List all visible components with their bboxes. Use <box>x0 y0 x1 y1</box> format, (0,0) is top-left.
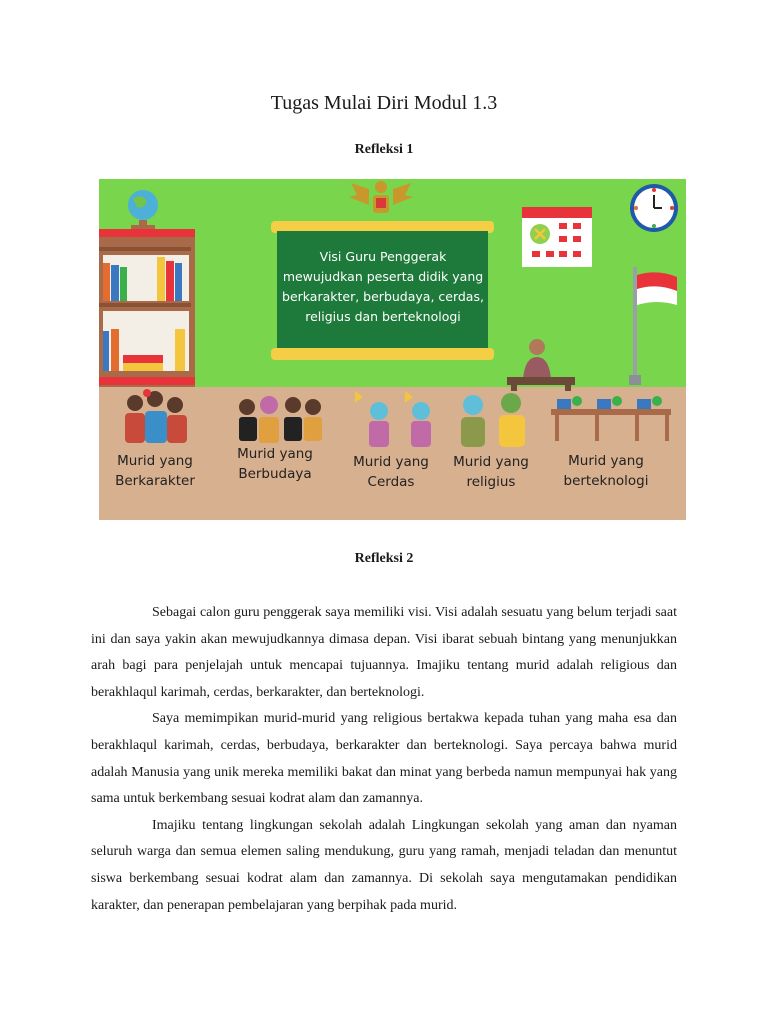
classroom-illustration <box>99 179 686 520</box>
section-heading-refleksi-1: Refleksi 1 <box>354 142 414 157</box>
caption-berteknologi-line-1: Murid yang <box>568 453 644 469</box>
board-line-2: mewujudkan peserta didik yang <box>282 269 484 284</box>
paragraph-3: Imajiku tentang lingkungan sekolah adalah Lingkungan sekolah yang aman dan nyaman seluruh warga dan semua elemen saling mendukung, guru yang ramah, menjadi teladan dan menuntut siswa berkembang sesuai kodrat alam dan zamannya. Di sekolah saya mengutamakan pendidikan karakter, dan penerapan pembelajaran yang berpihak pada murid. <box>91 817 677 913</box>
paragraph-1: Sebagai calon guru penggerak saya memiliki visi. Visi adalah sesuatu yang belum terjadi saat ini dan saya yakin akan mewujudkannya dimasa depan. Visi ibarat sebuah bintang yang menunjukkan arah bagi para penjelajah untuk mencapai tujuannya. Imajiku tentang murid adalah religious dan berakhlaqul karimah, cerdas, berkarakter, dan berteknologi. <box>91 605 677 700</box>
caption-religius-line-2: religius <box>466 474 516 490</box>
caption-cerdas-line-2: Cerdas <box>367 474 415 490</box>
caption-berkarakter-line-1: Murid yang <box>117 453 193 469</box>
board-line-3: berkarakter, berbudaya, cerdas, <box>282 289 484 304</box>
caption-cerdas-line-1: Murid yang <box>353 454 429 470</box>
caption-berteknologi-line-2: berteknologi <box>563 473 649 489</box>
calendar-icon <box>522 207 592 267</box>
caption-berbudaya-line-1: Murid yang <box>237 446 313 462</box>
caption-religius-line-1: Murid yang <box>453 454 529 470</box>
board-line-1: Visi Guru Penggerak <box>319 249 447 264</box>
reflection-body <box>91 600 677 919</box>
caption-berkarakter-line-2: Berkarakter <box>115 473 195 489</box>
bookshelf <box>99 229 195 387</box>
clock-icon <box>630 184 678 232</box>
chalkboard <box>271 221 494 360</box>
paragraph-2: Saya memimpikan murid-murid yang religious bertakwa kepada tuhan yang maha esa dan berakhlaqul karimah, cerdas, berbudaya, berkarakter dan berteknologi. Saya percaya bahwa murid adalah Manusia yang unik mereka memiliki bakat dan minat yang berbeda namun mempunyai hak yang sama untuk berkembang sesuai kodrat alam dan zamannya. <box>91 711 677 807</box>
caption-berbudaya-line-2: Berbudaya <box>238 466 312 482</box>
document-title: Tugas Mulai Diri Modul 1.3 <box>270 92 498 114</box>
board-line-4: religius dan berteknologi <box>305 309 461 324</box>
section-heading-refleksi-2: Refleksi 2 <box>354 551 414 566</box>
